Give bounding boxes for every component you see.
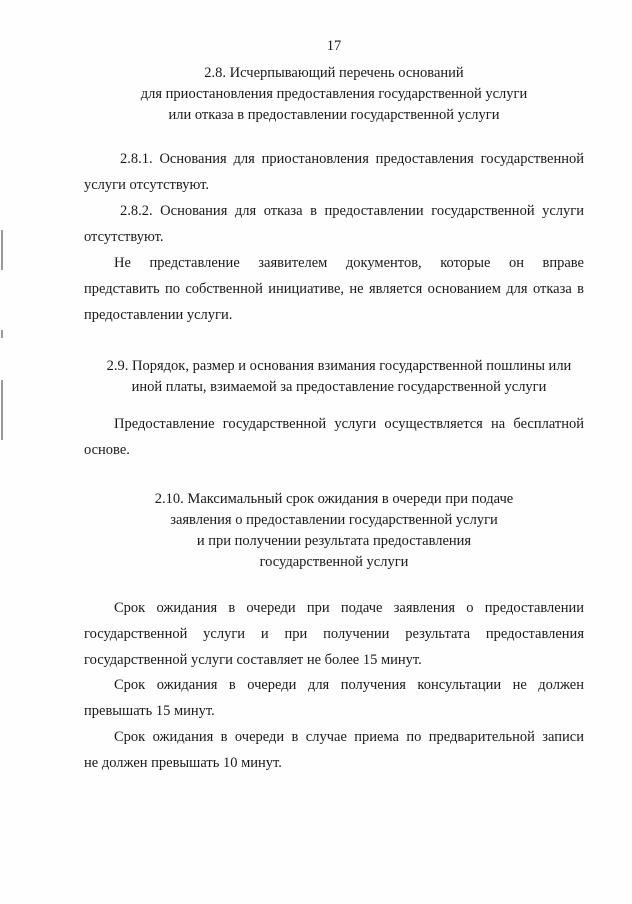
text-line: отсутствуют. (84, 229, 164, 245)
text-line: Срок ожидания в очереди при подаче заявления о предоставлении (114, 600, 584, 616)
text-line: 2.8.1. Основания для приостановления предоставления государственной (120, 151, 584, 167)
paragraph-2-8-1 (84, 146, 584, 198)
paragraph-not-provided (84, 250, 584, 328)
paragraph-2-10-consultation (84, 672, 584, 724)
text-line: не должен превышать 10 минут. (84, 755, 282, 771)
text-line: государственной услуги составляет не более 15 минут. (84, 652, 422, 668)
text-line: Не представление заявителем документов, которые он вправе (114, 255, 584, 271)
title-line: или отказа в предоставлении государственной услуги (168, 107, 500, 123)
text-line: Срок ожидания в очереди в случае приема по предварительной записи (114, 729, 584, 745)
title-line: для приостановления предоставления государственной услуги (140, 86, 528, 102)
paragraph-2-10-queue (84, 595, 584, 673)
text-line: услуги отсутствуют. (84, 177, 209, 193)
title-line: иной платы, взимаемой за предоставление государственной услуги (131, 379, 547, 395)
section-2-9-title (84, 356, 594, 398)
text-line: государственной услуги и при получении результата предоставления (84, 626, 584, 642)
text-line: 2.8.2. Основания для отказа в предоставлении государственной услуги (120, 203, 584, 219)
paragraph-2-9 (84, 411, 584, 463)
paragraph-2-8-2 (84, 198, 584, 250)
text-line: превышать 15 минут. (84, 703, 215, 719)
title-line: и при получении результата предоставления (196, 533, 472, 549)
title-line: государственной услуги (259, 554, 409, 570)
title-line: 2.8. Исчерпывающий перечень оснований (204, 65, 464, 81)
title-line: заявления о предоставлении государственной услуги (170, 512, 498, 528)
section-2-10-title (84, 489, 584, 573)
page-number: 17 (326, 38, 342, 54)
title-line: 2.10. Максимальный срок ожидания в очереди при подаче (154, 491, 514, 507)
text-line: предоставлении услуги. (84, 307, 233, 323)
text-line: Срок ожидания в очереди для получения консультации не должен (114, 677, 584, 693)
title-line: 2.9. Порядок, размер и основания взимания государственной пошлины или (106, 358, 572, 374)
paragraph-2-10-appointment (84, 724, 584, 776)
text-line: основе. (84, 442, 130, 458)
section-2-8-title (84, 63, 584, 126)
scan-margin-artifact (0, 0, 6, 904)
text-line: представить по собственной инициативе, не является основанием для отказа в (84, 281, 584, 297)
text-line: Предоставление государственной услуги осуществляется на бесплатной (114, 416, 584, 432)
